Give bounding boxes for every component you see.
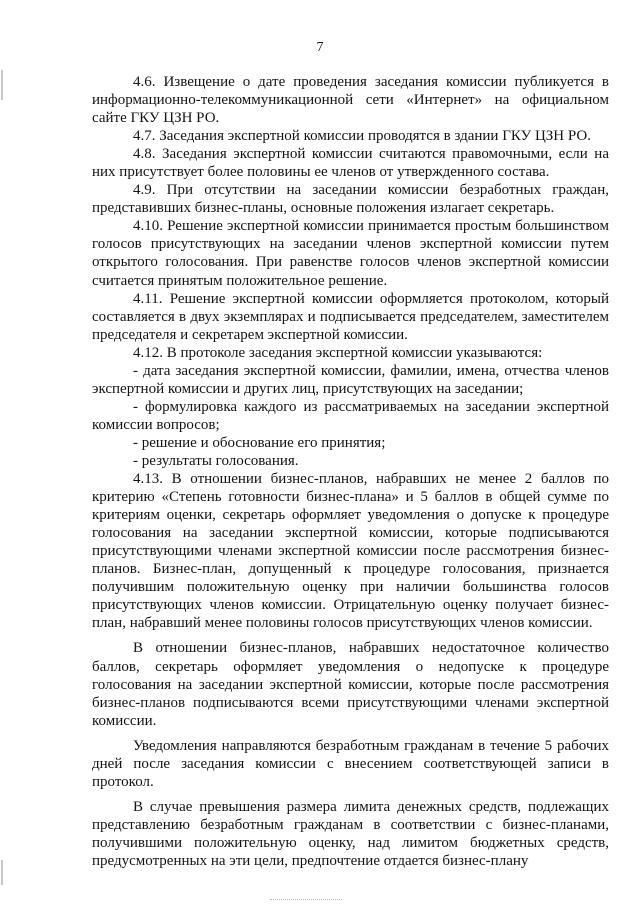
paragraph-4-8: 4.8. Заседания экспертной комиссии считаются правомочными, если на них присутствует более половины ее членов от утвержденного состава. — [92, 146, 609, 181]
list-item: - дата заседания экспертной комиссии, фамилии, имена, отчества членов экспертной комиссии и других лиц, присутствующих на заседании; — [92, 362, 609, 397]
document-body — [92, 73, 609, 870]
paragraph-budget-limit: В случае превышения размера лимита денежных средств, подлежащих представлению безработным гражданам в соответствии с бизнес-планами, получившими положительную оценку, над лимитом бюджетных средств, предусмотренных на эти цели, предпочтение отдается бизнес-плану — [92, 798, 609, 869]
paragraph-4-7: 4.7. Заседания экспертной комиссии проводятся в здании ГКУ ЦЗН РО. — [133, 128, 591, 145]
paragraph-4-9: 4.9. При отсутствии на заседании комиссии безработных граждан, представивших бизнес-планы, основные положения излагает секретарь. — [92, 182, 609, 217]
paragraph-4-10: 4.10. Решение экспертной комиссии принимается простым большинством голосов присутствующих на заседании членов экспертной комиссии путем открытого голосования. При равенстве голосов членов экспертной комиссии считается принятым положительное решение. — [92, 218, 609, 289]
scan-artifact — [270, 899, 342, 902]
list-item: - формулировка каждого из рассматриваемых на заседании экспертной комиссии вопросов; — [92, 398, 609, 433]
scan-edge-mark — [1, 860, 3, 885]
list-item: - решение и обоснование его принятия; — [133, 434, 386, 451]
scan-edge-mark — [1, 70, 3, 100]
page-number: 7 — [316, 40, 324, 55]
paragraph-notification-delivery: Уведомления направляются безработным гражданам в течение 5 рабочих дней после заседания комиссии с внесением соответствующей записи в протокол. — [92, 737, 609, 790]
paragraph-4-12: 4.12. В протоколе заседания экспертной комиссии указываются: — [133, 344, 543, 361]
list-item: - результаты голосования. — [133, 452, 299, 469]
paragraph-4-13: 4.13. В отношении бизнес-планов, набравших не менее 2 баллов по критерию «Степень готовности бизнес-плана» и 5 баллов в общей сумме по критериям оценки, секретарь оформляет уведомления о допуске к процедуре голосования на заседании экспертной комиссии, которые подписываются присутствующими членами экспертной комиссии после рассмотрения бизнес-планов. Бизнес-план, допущенный к процедуре голосования, признается получившим положительную оценку при наличии большинства голосов присутствующих членов комиссии. Отрицательную оценку получает бизнес-план, набравший менее половины голосов присутствующих членов комиссии. — [92, 471, 609, 632]
paragraph-rejection-notice: В отношении бизнес-планов, набравших недостаточное количество баллов, секретарь оформляет уведомления о недопуске к процедуре голосования на заседании экспертной комиссии, которые после рассмотрения бизнес-планов подписываются всеми присутствующими членами экспертной комиссии. — [92, 640, 609, 729]
paragraph-4-11: 4.11. Решение экспертной комиссии оформляется протоколом, который составляется в двух экземплярах и подписывается председателем, заместителем председателя и секретарем экспертной комиссии. — [92, 290, 609, 343]
paragraph-4-6: 4.6. Извещение о дате проведения заседания комиссии публикуется в информационно-телекоммуникационной сети «Интернет» на официальном сайте ГКУ ЦЗН РО. — [92, 74, 609, 127]
